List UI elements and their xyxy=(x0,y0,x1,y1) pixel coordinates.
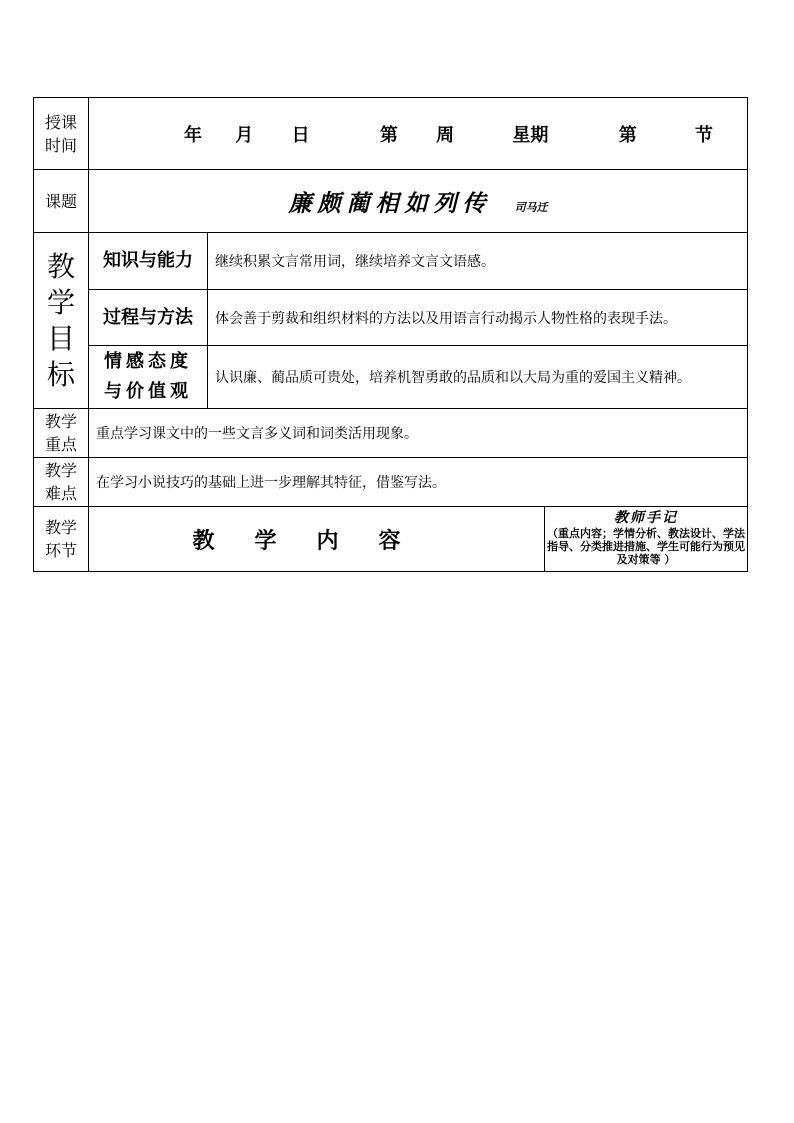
topic-row xyxy=(34,170,748,233)
objectives-label-char: 标 xyxy=(46,357,75,391)
difficulties-text: 在学习小说技巧的基础上进一步理解其特征，借鉴写法。 xyxy=(89,458,748,507)
lesson-author: 司马迁 xyxy=(514,200,548,214)
time-fields xyxy=(89,98,748,170)
difficulties-label: 教学 难点 xyxy=(34,458,89,507)
period-number-label: 第 xyxy=(618,124,637,146)
emotion-label xyxy=(89,346,208,409)
year-label: 年 xyxy=(184,124,202,146)
weekday-label: 星期 xyxy=(512,124,549,146)
day-label: 日 xyxy=(291,124,310,146)
process-text: 体会善于剪裁和组织材料的方法以及用语言行动揭示人物性格的表现手法。 xyxy=(208,290,748,346)
emotion-text: 认识廉、蔺品质可贵处，培养机智勇敢的品质和以大局为重的爱国主义精神。 xyxy=(208,346,748,409)
procedure-label: 教学 环节 xyxy=(34,507,89,572)
period-label: 节 xyxy=(694,124,713,146)
teacher-notes xyxy=(545,507,748,572)
month-label: 月 xyxy=(235,124,254,146)
objective-row-emotion xyxy=(34,346,748,409)
key-points-row xyxy=(34,409,748,458)
procedure-row xyxy=(34,507,748,572)
time-row xyxy=(34,98,748,170)
key-points-label: 教学 重点 xyxy=(34,409,89,458)
week-number-label: 第 xyxy=(379,124,398,146)
content-heading: 教学内容 xyxy=(89,507,545,572)
time-label: 授课 时间 xyxy=(34,98,89,170)
objectives-label-char: 学 xyxy=(46,285,75,319)
objectives-label-char: 教 xyxy=(46,249,75,283)
process-label: 过程与方法 xyxy=(89,290,208,346)
knowledge-label: 知识与能力 xyxy=(89,233,208,290)
teacher-notes-desc: （重点内容；学情分析、教法设计、学法指导、分类推进措施、学生可能行为预见及对策等 ） xyxy=(547,527,746,566)
emotion-label-line: 与价值观 xyxy=(104,381,192,402)
knowledge-text: 继续积累文言常用词，继续培养文言文语感。 xyxy=(208,233,748,290)
emotion-label-line: 情感态度 xyxy=(104,351,192,372)
lesson-plan-table xyxy=(33,97,748,572)
topic-label: 课题 xyxy=(34,170,89,233)
objective-row-knowledge xyxy=(34,233,748,290)
objective-row-process xyxy=(34,290,748,346)
objectives-label-char: 目 xyxy=(46,321,75,355)
teacher-notes-title: 教师手记 xyxy=(614,510,679,526)
week-label: 周 xyxy=(436,124,455,146)
key-points-text: 重点学习课文中的一些文言多义词和词类活用现象。 xyxy=(89,409,748,458)
lesson-title: 廉颇蔺相如列传 xyxy=(288,189,492,217)
topic-cell xyxy=(89,170,748,233)
difficulties-row xyxy=(34,458,748,507)
objectives-label xyxy=(34,233,89,409)
